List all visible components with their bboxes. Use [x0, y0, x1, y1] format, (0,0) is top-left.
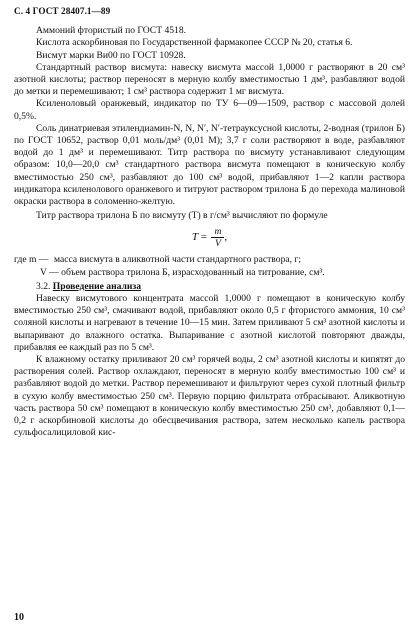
where-m-label: где m — — [14, 254, 49, 266]
paragraph-titer-intro: Титр раствора трилона Б по висмуту (T) в г/см³ вычисляют по формуле — [36, 210, 328, 222]
formula-fraction — [211, 226, 224, 249]
formula-trailing: , — [224, 231, 228, 244]
formula-numerator: m — [211, 226, 224, 238]
formula-equals: = — [200, 231, 208, 244]
paragraph-trilon-b: Соль динатриевая этилендиамин-N, N, N′, N′-тетрауксусной кислоты, 2-водная (трилон Б) по ГОСТ 10652, раствор 0,01 моль/дм³ (0,01 М); 3,7 г соли растворяют в воде, разбавляют водой до 1 дм³ и перемешивают. Титр раствора по висмуту устанавливают следующим образом: 10,0—20,0 см³ стандартного раствора висмута помещают в коническую колбу вместимостью 250 см³, разбавляют до 100 см³ водой, прибавляют 1—2 капли раствора индикатора ксиленолового оранжевого и титруют раствором трилона Б до перехода малиновой окраски раствора в соломенно-желтую. — [14, 122, 405, 208]
paragraph-xylenol-orange: Ксиленоловый оранжевый, индикатор по ТУ 6—09—1509, раствор с массовой долей 0,5%. — [14, 98, 405, 122]
paragraph-ammonium-fluoride: Аммоний фтористый по ГОСТ 4518. — [36, 25, 187, 37]
where-m-row — [14, 254, 405, 266]
section-heading — [14, 281, 405, 293]
page-number: 10 — [14, 612, 24, 623]
page-header: С. 4 ГОСТ 28407.1—89 — [14, 6, 111, 16]
paragraph-sample-prep: Навеску висмутового концентрата массой 1,0000 г помещают в коническую колбу вместимостью 250 см³, смачивают водой, прибавляют около 0,5 г фтористого аммония, 10 см³ соляной кислоты и нагревают в течение 10—15 мин. Затем приливают 5 см³ азотной кислоты и выпаривают до влажного остатка. Выпаривание с азотной кислотой повторяют дважды, прибавляя ее каждый раз по 5 см³. — [14, 293, 405, 353]
section-number: 3.2. — [36, 280, 51, 292]
paragraph-dissolution: К влажному остатку приливают 20 см³ горячей воды, 2 см³ азотной кислоты и кипятят до растворения солей. Раствор охлаждают, переносят в мерную колбу вместимостью 100 см³ и разбавляют водой до метки. Раствор перемешивают и фильтруют через сухой плотный фильтр в сухую колбу вместимостью 250 см³. Первую порцию фильтрата отбрасывают. Аликвотную часть раствора 50 см³ помещают в коническую колбу вместимостью 250 см³, добавляют 0,1—0,2 г аскорбиновой кислоты до обесцвечивания раствора, затем несколько капель раствора сульфосалициловой кис- — [14, 354, 405, 439]
formula-denominator: V — [214, 237, 221, 249]
titer-formula — [14, 223, 405, 251]
paragraph-ascorbic-acid: Кислота аскорбиновая по Государственной фармакопее СССР № 20, статья 6. — [36, 37, 353, 49]
section-title: Проведение анализа — [52, 280, 142, 292]
paragraph-standard-solution: Стандартный раствор висмута: навеску висмута массой 1,0000 г растворяют в 20 см³ азотной кислоты; раствор переносят в мерную колбу вместимостью 1 дм³, разбавляют водой до метки и перемешивают; 1 см³ раствора содержит 1 мг висмута. — [14, 61, 405, 98]
paragraph-bismuth-grade: Висмут марки Ви00 по ГОСТ 10928. — [36, 49, 186, 61]
where-v-row: V — объем раствора трилона Б, израсходованный на титрование, см³. — [40, 266, 325, 278]
formula-lhs: T — [191, 231, 198, 244]
where-m-text: масса висмута в аликвотной части стандартного раствора, г; — [54, 254, 302, 266]
